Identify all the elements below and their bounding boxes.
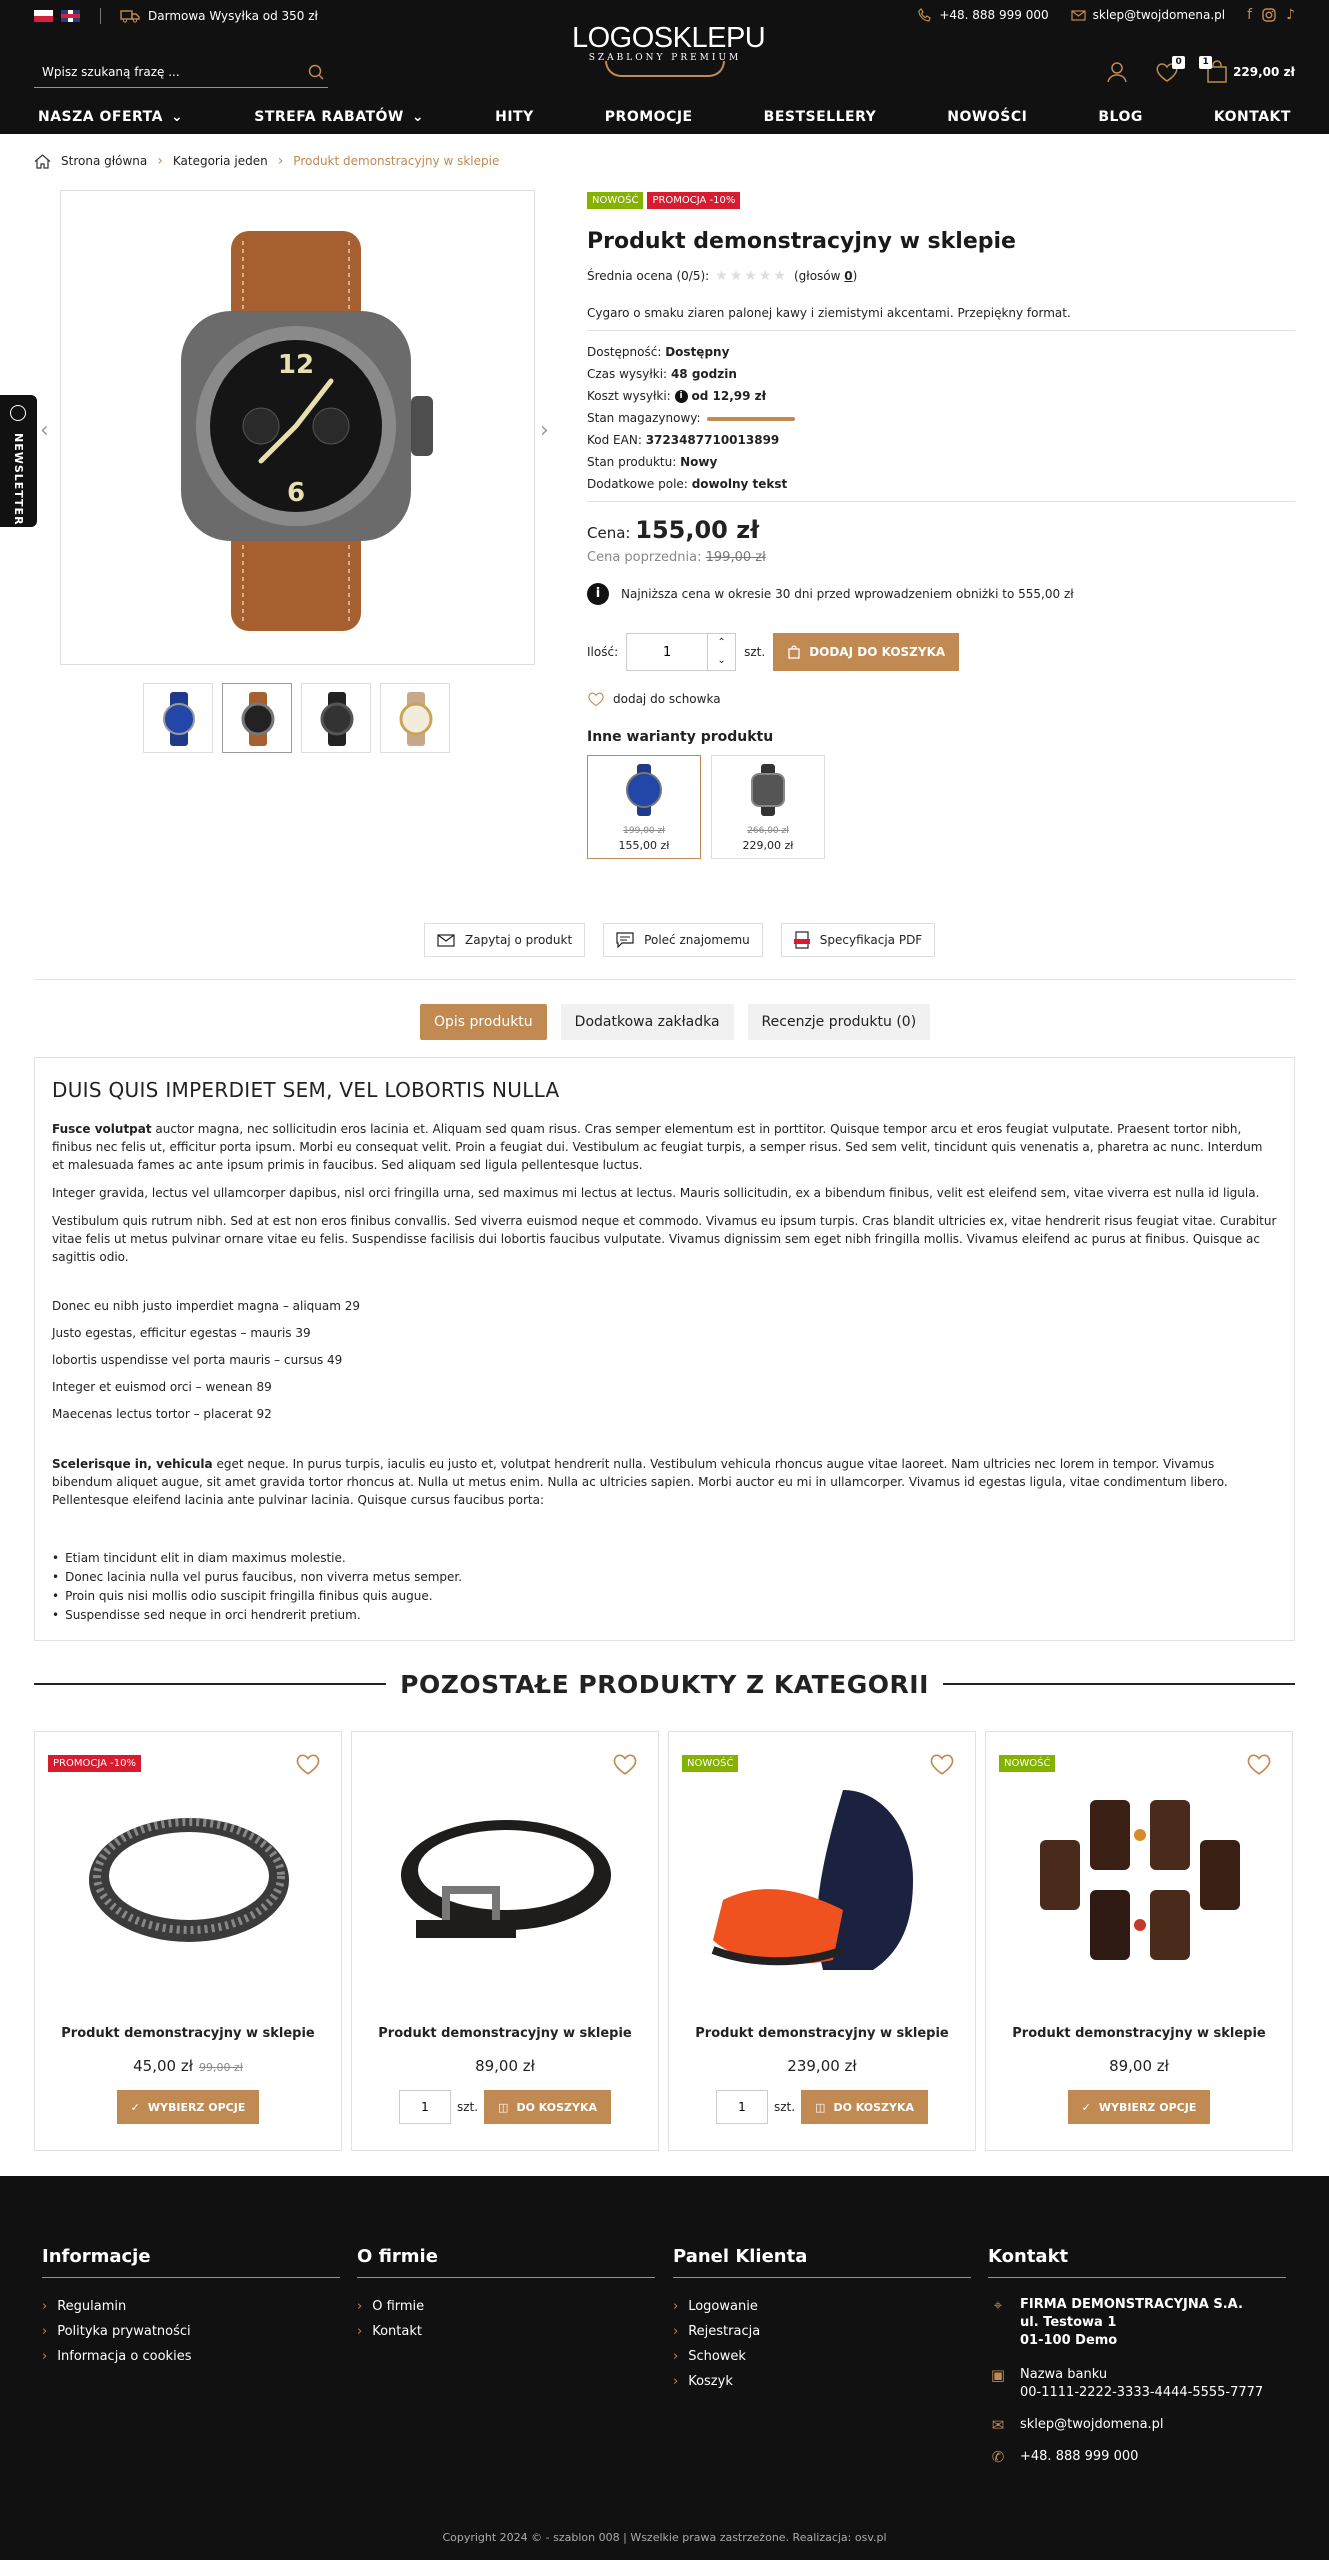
rating-stars[interactable]: ★★★★★	[715, 268, 788, 284]
phone-icon: ✆	[991, 2448, 1005, 2466]
spacer	[52, 1266, 1277, 1288]
watch-image	[61, 191, 534, 664]
related-title: POZOSTAŁE PRODUKTY Z KATEGORII	[400, 1669, 929, 1699]
product-name[interactable]: Produkt demonstracyjny w sklepie	[1012, 2026, 1266, 2041]
attr-value: Nowy	[680, 455, 718, 469]
thumbnail[interactable]	[380, 683, 450, 753]
street: ul. Testowa 1	[1020, 2315, 1117, 2330]
info-icon: i	[587, 583, 609, 605]
bag-icon	[787, 645, 801, 659]
attr-value: dowolny tekst	[691, 477, 788, 491]
facebook-icon[interactable]: f	[1247, 7, 1253, 23]
nav-hity[interactable]: HITY	[495, 109, 534, 125]
footer-bank	[988, 2366, 1286, 2402]
header	[0, 0, 1329, 134]
attr-value: 48 godzin	[670, 367, 737, 381]
variant-item[interactable]	[711, 755, 825, 859]
attr-extra	[587, 473, 1295, 495]
bag-icon: ◫	[815, 2100, 826, 2114]
attr-label: Stan produktu:	[587, 455, 677, 469]
paragraph-text: eget neque. In purus turpis, iaculis eu justo et, volutpat hendrerit nulla. Vestibulum vehicula rhoncus augue vitae laoreet. Nam ultricies nec lorem in tempor. Vivamus bibendum aliquet augue, sit amet gravida tortor rhoncus at. Nulla ut metus enim. Nulla ac ultricies sapien. Morbi auctor eu mi in ullamcorper. Vivamus id egestas ligula, vitae condimentum libero. Pellentesque eleifend lacinia ante pulvinar lacinia. Quisque cursus faucibus porta:	[52, 1457, 1228, 1507]
newsletter-icon	[10, 405, 26, 421]
footer-link[interactable]: › Informacja o cookies	[42, 2344, 340, 2369]
cart-total: 229,00 zł	[1233, 65, 1295, 79]
main-nav	[0, 100, 1329, 134]
recommend-button[interactable]	[603, 923, 763, 957]
variant-item[interactable]	[587, 755, 701, 859]
bank-account: 00-1111-2222-3333-4444-5555-7777	[1020, 2385, 1264, 2400]
price-label: Cena:	[587, 524, 631, 542]
breadcrumb-home[interactable]: Strona główna	[61, 154, 148, 168]
decrement-icon[interactable]: ⌄	[717, 655, 726, 666]
add-to-cart-button[interactable]	[773, 633, 959, 671]
old-price-label: Cena poprzednia:	[587, 550, 702, 565]
bag-icon: ◫	[498, 2100, 509, 2114]
product-image	[59, 1780, 319, 1980]
nav-blog[interactable]: BLOG	[1098, 109, 1143, 125]
product-image	[693, 1780, 953, 1980]
product-attributes	[587, 341, 1295, 502]
badge-new: NOWOŚĆ	[682, 1755, 738, 1772]
cart-count: 1	[1199, 56, 1212, 69]
footer-company	[357, 2246, 655, 2344]
check-icon: ✓	[1081, 2100, 1091, 2114]
divider	[100, 8, 101, 24]
realizacja-link[interactable]: osv.pl	[854, 2531, 887, 2544]
flag-en-icon[interactable]	[61, 10, 80, 22]
product-info	[587, 192, 1295, 859]
list-item: • Etiam tincidunt elit in diam maximus molestie.	[52, 1549, 1277, 1568]
attr-label: Stan magazynowy:	[587, 411, 701, 425]
description-panel	[34, 1057, 1295, 1641]
envelope-icon	[437, 934, 455, 947]
variant-old-price: 199,00 zł	[623, 826, 665, 836]
product-tabs	[420, 1004, 930, 1040]
product-price	[986, 2057, 1292, 2075]
check-icon: ✓	[130, 2100, 140, 2114]
footer-link[interactable]: › Schowek	[673, 2344, 971, 2369]
breadcrumb	[34, 153, 499, 169]
badge-new: NOWOŚĆ	[587, 192, 643, 209]
product-card[interactable]	[668, 1731, 976, 2151]
search-bar	[34, 58, 328, 88]
product-badges	[587, 192, 1295, 209]
phone-text: +48. 888 999 000	[939, 8, 1049, 22]
wallet-icon: ▣	[990, 2366, 1006, 2384]
description-bullets	[52, 1549, 1277, 1625]
thumbnails	[143, 683, 450, 753]
language-switcher	[34, 10, 80, 22]
nav-promocje[interactable]: PROMOCJE	[604, 109, 693, 125]
old-price	[587, 550, 1295, 565]
product-title: Produkt demonstracyjny w sklepie	[587, 229, 1016, 254]
action-label: Poleć znajomemu	[644, 933, 750, 947]
description-paragraph: Integer gravida, lectus vel ullamcorper dapibus, nisl orci fringilla urna, sed maximus mi lectus at lectus. Mauris sollicitudin, ex a bibendum finibus, velit est eleifend sem, vitae viverra est nulla id ligula.	[52, 1186, 1260, 1200]
attr-label: Dodatkowe pole:	[587, 477, 688, 491]
list-item: • Suspendisse sed neque in orci hendrerit pretium.	[52, 1606, 1277, 1625]
footer-link[interactable]: › Rejestracja	[673, 2319, 971, 2344]
product-name[interactable]: Produkt demonstracyjny w sklepie	[61, 2026, 315, 2041]
description-paragraph	[52, 1455, 1277, 1509]
divider	[34, 979, 1295, 980]
email-link[interactable]	[1071, 8, 1226, 22]
list-item: • Proin quis nisi mollis odio suscipit fringilla finibus quis augue.	[52, 1587, 1277, 1606]
footer-phone[interactable]	[988, 2448, 1286, 2466]
tiktok-icon[interactable]: ♪	[1286, 7, 1295, 23]
truck-icon	[120, 9, 140, 23]
mail-icon	[1071, 10, 1086, 21]
tab-extra[interactable]: Dodatkowa zakładka	[561, 1004, 734, 1040]
bold-text: Fusce volutpat	[52, 1122, 152, 1136]
info-icon[interactable]: i	[675, 390, 688, 403]
phone-link[interactable]	[918, 8, 1048, 22]
footer-link[interactable]: › Kontakt	[357, 2319, 655, 2344]
attr-value: Dostępny	[665, 345, 730, 359]
nav-kontakt[interactable]: KONTAKT	[1213, 109, 1291, 125]
qty-unit: szt.	[773, 2100, 796, 2114]
description-paragraph: Vestibulum quis rutrum nibh. Sed at est non eros finibus convallis. Sed viverra euismod neque et commodo. Vivamus eu ipsum turpis. Cras blandit ultricies ex, vitae hendrerit risus feugiat vitae. Curabitur vitae felis ut metus pulvinar ornare vitae eu felis. Suspendisse facilisis dui lobortis faucibus vulputate. Vivamus dignissim sem eget nibh fringilla mollis. Vivamus eleifend ac purus at finibus. Quisque ac sagittis odio.	[52, 1214, 1277, 1264]
user-icon[interactable]	[1105, 60, 1129, 84]
shipping-text: Darmowa Wysyłka od 350 zł	[148, 9, 318, 23]
footer-heading: Informacje	[42, 2246, 340, 2278]
flag-pl-icon[interactable]	[34, 10, 53, 22]
top-contact	[918, 8, 1295, 22]
buy-row	[669, 2090, 975, 2124]
attr-shiptime	[587, 363, 1295, 385]
choose-options-button[interactable]	[117, 2090, 260, 2124]
badge-promo: PROMOCJA -10%	[647, 192, 740, 209]
description-line: Donec eu nibh justo imperdiet magna – aliquam 29	[52, 1299, 361, 1313]
action-label: Zapytaj o produkt	[465, 933, 573, 947]
related-section-title	[34, 1664, 1295, 1704]
mail-icon: ✉	[991, 2416, 1005, 2434]
social-links	[1247, 8, 1295, 22]
tab-reviews[interactable]: Recenzje produktu (0)	[748, 1004, 931, 1040]
product-price	[35, 2057, 341, 2075]
price-value: 239,00 zł	[787, 2057, 857, 2075]
description-line: Justo egestas, efficitur egestas – mauris 39	[52, 1326, 311, 1340]
add-to-cart-row	[587, 633, 1295, 671]
chevron-down-icon: ⌄	[411, 109, 425, 125]
chat-icon	[616, 932, 634, 948]
button-label: WYBIERZ OPCJE	[147, 2100, 246, 2114]
footer-link[interactable]: › O firmie	[357, 2294, 655, 2319]
wishlist-button[interactable]	[1155, 57, 1182, 84]
product-price	[669, 2057, 975, 2075]
footer-heading: Kontakt	[988, 2246, 1286, 2278]
attr-label: Czas wysyłki:	[587, 367, 668, 381]
votes-label: (głosów	[793, 269, 841, 283]
product-main-image[interactable]	[60, 190, 535, 665]
old-price-value: 99,00 zł	[198, 2061, 243, 2074]
footer-link[interactable]: › Polityka prywatności	[42, 2319, 340, 2344]
product-card[interactable]	[985, 1731, 1293, 2151]
svg-text:6: 6	[286, 478, 306, 508]
breadcrumb-current: Produkt demonstracyjny w sklepie	[293, 154, 500, 168]
bank-label: Nazwa banku	[1020, 2367, 1108, 2382]
chevron-right-icon: ›	[157, 153, 163, 169]
product-actions	[424, 923, 935, 957]
price	[587, 516, 1295, 544]
footer-heading: O firmie	[357, 2246, 655, 2278]
city: 01-100 Demo	[1020, 2333, 1118, 2348]
heart-icon[interactable]	[929, 1752, 955, 1776]
lowest-price-note	[587, 583, 1295, 605]
badge-promo: PROMOCJA -10%	[48, 1755, 141, 1772]
product-name[interactable]: Produkt demonstracyjny w sklepie	[695, 2026, 949, 2041]
footer-address	[988, 2296, 1286, 2350]
attr-stock	[587, 407, 1295, 429]
footer-link[interactable]: › Logowanie	[673, 2294, 971, 2319]
stock-bar	[707, 417, 795, 421]
pdf-spec-button[interactable]	[781, 923, 935, 957]
button-label: DO KOSZYKA	[833, 2100, 915, 2114]
thumbnail[interactable]	[222, 683, 292, 753]
add-to-cart-label: DODAJ DO KOSZYKA	[809, 645, 946, 659]
phone-icon	[918, 8, 932, 22]
copyright	[0, 2531, 1329, 2544]
price-value: 45,00 zł	[133, 2057, 193, 2075]
variants-list	[587, 755, 1295, 859]
phone-text: +48. 888 999 000	[1020, 2449, 1139, 2464]
cart-button[interactable]	[1202, 57, 1295, 84]
attr-value: od 12,99 zł	[691, 389, 767, 403]
action-label: Specyfikacja PDF	[819, 933, 923, 947]
description-paragraph	[52, 1120, 1277, 1174]
quantity-input[interactable]	[716, 2090, 768, 2124]
footer	[0, 2176, 1329, 2560]
logo-arc	[605, 61, 725, 77]
product-rating	[587, 268, 1295, 284]
description-line: Maecenas lectus tortor – placerat 92	[52, 1407, 272, 1421]
pdf-icon	[794, 931, 810, 949]
tab-description[interactable]: Opis produktu	[420, 1004, 547, 1040]
short-description: Cygaro o smaku ziaren palonej kawy i ziemistymi akcentami. Przepiękny format.	[587, 306, 1295, 331]
wishlist-count: 0	[1172, 56, 1185, 69]
wishlist-link[interactable]	[587, 691, 1295, 707]
thumbnail[interactable]	[143, 683, 213, 753]
spin-buttons	[707, 634, 735, 670]
variant-image	[588, 756, 700, 826]
bold-text: Scelerisque in, vehicula	[52, 1457, 213, 1471]
attr-value: 3723487710013899	[645, 433, 780, 447]
quantity-input[interactable]	[627, 634, 707, 670]
old-price-value: 199,00 zł	[705, 550, 766, 565]
attr-ean	[587, 429, 1295, 451]
votes-count[interactable]: 0	[844, 269, 853, 283]
description-line: lobortis uspendisse vel porta mauris – cursus 49	[52, 1353, 343, 1367]
attr-availability	[587, 341, 1295, 363]
variant-price: 229,00 zł	[742, 839, 794, 852]
qty-unit: szt.	[456, 2100, 479, 2114]
wishlist-label: dodaj do schowka	[613, 692, 721, 706]
thumbnail[interactable]	[301, 683, 371, 753]
heart-icon[interactable]	[1246, 1752, 1272, 1776]
quantity-input[interactable]	[399, 2090, 451, 2124]
heart-icon	[587, 691, 605, 707]
nav-bestsellery[interactable]: BESTSELLERY	[763, 109, 877, 125]
product-card[interactable]	[351, 1731, 659, 2151]
nav-strefa-rabatow[interactable]	[254, 109, 424, 125]
product-image	[1010, 1780, 1270, 1980]
nav-nasza-oferta[interactable]	[38, 109, 183, 125]
cart-icon-wrap	[1202, 57, 1229, 84]
nav-nowosci[interactable]: NOWOŚCI	[947, 109, 1028, 125]
home-icon[interactable]	[34, 154, 51, 169]
email-text: sklep@twojdomena.pl	[1020, 2417, 1164, 2432]
quantity-stepper	[626, 633, 736, 671]
nav-label: STREFA RABATÓW	[254, 109, 404, 125]
list-item: • Donec lacinia nulla vel purus faucibus, non viverra metus semper.	[52, 1568, 1277, 1587]
description-line: Integer et euismod orci – wenean 89	[52, 1380, 272, 1394]
footer-info	[42, 2246, 340, 2369]
chevron-down-icon: ⌄	[170, 109, 184, 125]
rating-label: Średnia ocena (0/5):	[587, 269, 710, 283]
qty-label: Ilość:	[587, 645, 619, 659]
product-image	[376, 1780, 636, 1980]
choose-options-button[interactable]	[1068, 2090, 1211, 2124]
newsletter-tab[interactable]	[0, 395, 37, 527]
spacer	[52, 1423, 1277, 1445]
heart-icon[interactable]	[295, 1752, 321, 1776]
map-pin-icon: ⌖	[993, 2296, 1003, 2314]
title-line	[34, 1683, 386, 1685]
footer-contact	[988, 2246, 1286, 2466]
ask-product-button[interactable]	[424, 923, 585, 957]
variant-old-price: 266,00 zł	[747, 826, 789, 836]
shipping-info	[120, 9, 318, 23]
add-to-cart-button[interactable]	[801, 2090, 928, 2124]
search-icon[interactable]	[308, 64, 324, 80]
buy-row	[986, 2090, 1292, 2124]
attr-label: Koszt wysyłki:	[587, 389, 671, 403]
attr-label: Kod EAN:	[587, 433, 642, 447]
product-card[interactable]	[34, 1731, 342, 2151]
title-line	[943, 1683, 1295, 1685]
logo-sub-text: SZABLONY PREMIUM	[588, 53, 742, 63]
instagram-icon[interactable]	[1262, 8, 1276, 22]
add-to-cart-button[interactable]	[484, 2090, 611, 2124]
product-price	[352, 2057, 658, 2075]
footer-link[interactable]: › Regulamin	[42, 2294, 340, 2319]
company-name: FIRMA DEMONSTRACYJNA S.A.	[1020, 2297, 1243, 2312]
attr-shipcost	[587, 385, 1295, 407]
variants-title: Inne warianty produktu	[587, 729, 774, 745]
buy-row	[352, 2090, 658, 2124]
variant-image	[712, 756, 824, 826]
header-icons	[1105, 57, 1295, 84]
price-value: 89,00 zł	[475, 2057, 535, 2075]
votes	[794, 269, 857, 283]
logo-main-text: LOGOSKLEPU	[572, 22, 766, 54]
attr-condition	[587, 451, 1295, 473]
button-label: DO KOSZYKA	[516, 2100, 598, 2114]
email-text: sklep@twojdomena.pl	[1092, 8, 1226, 22]
footer-heading: Panel Klienta	[673, 2246, 971, 2278]
footer-panel	[673, 2246, 971, 2394]
nav-label: NASZA OFERTA	[38, 109, 163, 125]
button-label: WYBIERZ OPCJE	[1098, 2100, 1197, 2114]
paragraph-text: auctor magna, nec sollicitudin eros lacinia et. Aliquam sed quam risus. Cras semper elementum est in porttitor. Quisque tempor arcu et eros feugiat vulputate. Praesent tortor nibh, finibus nec felis ut, efficitur porta ipsum. Morbi eu consequat velit. Proin a feugiat dui. Vestibulum ac feugiat turpis, a semper risus. Sed sem velit, tincidunt quis venenatis a, pharetra ac nunc. Interdum et malesuada fames ac ante ipsum primis in faucibus. Sed aliquam sed ligula pellentesque luctus.	[52, 1122, 1263, 1172]
price-value: 155,00 zł	[635, 516, 760, 544]
variant-price: 155,00 zł	[618, 839, 670, 852]
breadcrumb-category[interactable]: Kategoria jeden	[172, 154, 268, 168]
copyright-text: Copyright 2024 © - szablon 008 | Wszelkie prawa zastrzeżone. Realizacja:	[442, 2531, 852, 2544]
footer-link[interactable]: › Koszyk	[673, 2369, 971, 2394]
badge-new: NOWOŚĆ	[999, 1755, 1055, 1772]
gallery-next-arrow[interactable]: ›	[540, 418, 549, 443]
heart-icon[interactable]	[612, 1752, 638, 1776]
logo[interactable]	[572, 22, 766, 77]
votes-close: )	[852, 269, 858, 283]
description-heading: DUIS QUIS IMPERDIET SEM, VEL LOBORTIS NULLA	[52, 1078, 560, 1102]
attr-label: Dostępność:	[587, 345, 662, 359]
price-value: 89,00 zł	[1109, 2057, 1169, 2075]
footer-email[interactable]	[988, 2416, 1286, 2434]
buy-row	[35, 2090, 341, 2124]
svg-text:12: 12	[277, 350, 315, 380]
gallery-prev-arrow[interactable]: ‹	[40, 418, 49, 443]
search-input[interactable]	[34, 58, 284, 86]
newsletter-label: NEWSLETTER	[12, 433, 25, 526]
qty-unit: szt.	[744, 645, 766, 659]
lowest-price-text: Najniższa cena w okresie 30 dni przed wprowadzeniem obniżki to 555,00 zł	[621, 587, 1074, 601]
related-products	[34, 1731, 1295, 2151]
chevron-right-icon: ›	[277, 153, 284, 169]
increment-icon[interactable]: ⌃	[717, 637, 726, 648]
product-name[interactable]: Produkt demonstracyjny w sklepie	[378, 2026, 632, 2041]
